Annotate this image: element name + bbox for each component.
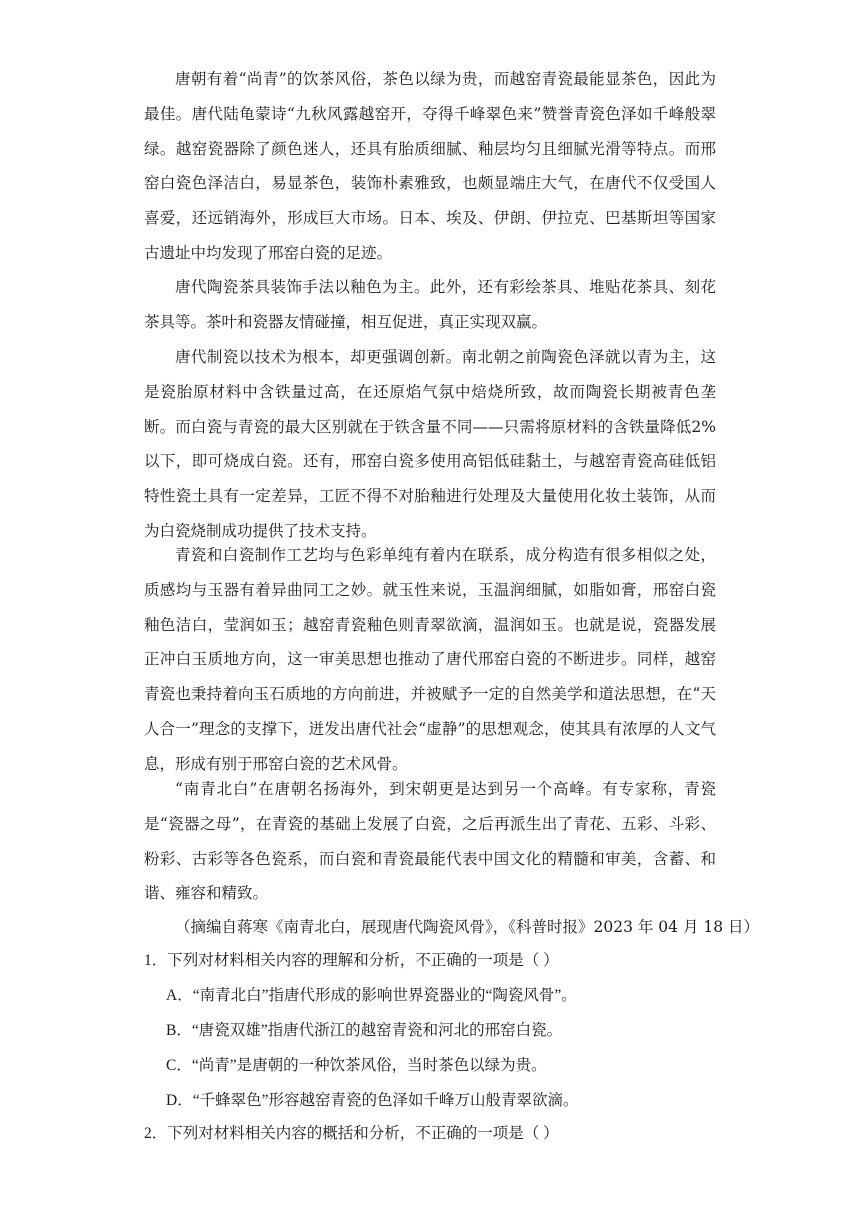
passage-source: （摘编自蒋寒《南青北白，展现唐代陶瓷风骨》，《科普时报》2023 年 04 月 18 日） [175, 918, 760, 936]
question-option-d[interactable]: D．“千蜂翠色”形容越窑青瓷的色泽如千峰万山般青翠欲滴。 [166, 1092, 579, 1109]
passage-paragraph: 唐代制瓷以技术为根本，却更强调创新。南北朝之前陶瓷色泽就以青为主，这是瓷胎原材料中含铁量过高，在还原焰气氛中焙烧所致，故而陶瓷长期被青色垄断。而白瓷与青瓷的最大区别就在于铁含量不同——只需将原材料的含铁量降低2%以下，即可烧成白瓷。还有，邢窑白瓷多使用高铝低硅黏土，与越窑青瓷高硅低铝特性瓷土具有一定差异，工匠不得不对胎釉进行处理及大量使用化妆土装饰，从而为白瓷烧制成功提供了技术支持。 [144, 348, 716, 540]
passage-paragraph: 唐朝有着“尚青”的饮茶风俗，茶色以绿为贵，而越窑青瓷最能显茶色，因此为最佳。唐代陆龟蒙诗“九秋风露越窑开，夺得千峰翠色来”赞誉青瓷色泽如千峰般翠绿。越窑瓷器除了颜色迷人，还具有胎质细腻、釉层均匀且细腻光滑等特点。而邢窑白瓷色泽洁白，易显茶色，装饰朴素雅致，也颇显端庄大气，在唐代不仅受国人喜爱，还远销海外，形成巨大市场。日本、埃及、伊朗、伊拉克、巴基斯坦等国家古遗址中均发现了邢窑白瓷的足迹。 [144, 70, 716, 262]
question-option-b[interactable]: B．“唐瓷双雄”指唐代浙江的越窑青瓷和河北的邢窑白瓷。 [166, 1022, 563, 1039]
passage-paragraph: 青瓷和白瓷制作工艺均与色彩单纯有着内在联系，成分构造有很多相似之处，质感均与玉器有着异曲同工之妙。就玉性来说，玉温润细腻，如脂如膏，邢窑白瓷釉色洁白，莹润如玉；越窑青瓷釉色则青翠欲滴，温润如玉。也就是说，瓷器发展正冲白玉质地方向，这一审美思想也推动了唐代邢窑白瓷的不断进步。同样，越窑青瓷也秉持着向玉石质地的方向前进，并被赋予一定的自然美学和道法思想，在“天人合一”理念的支撑下，迸发出唐代社会“虚静”的思想观念，使其具有浓厚的人文气息，形成有别于邢窑白瓷的艺术风骨。 [144, 546, 716, 773]
question-stem: 1．下列对材料相关内容的理解和分析，不正确的一项是（ ） [144, 952, 559, 969]
question-stem: 2．下列对材料相关内容的概括和分析，不正确的一项是（ ） [144, 1125, 559, 1142]
question-option-c[interactable]: C．“尚青”是唐朝的一种饮茶风俗，当时茶色以绿为贵。 [166, 1057, 547, 1074]
passage-paragraph: “南青北白”在唐朝名扬海外，到宋朝更是达到另一个高峰。有专家称，青瓷是“瓷器之母”，在青瓷的基础上发展了白瓷，之后再派生出了青花、五彩、斗彩、粉彩、古彩等各色瓷系，而白瓷和青瓷最能代表中国文化的精髓和审美，含蓄、和谐、雍容和精致。 [144, 780, 716, 903]
passage-paragraph: 唐代陶瓷茶具装饰手法以釉色为主。此外，还有彩绘茶具、堆贴花茶具、刻花茶具等。茶叶和瓷器友情碰撞，相互促进，真正实现双赢。 [144, 278, 716, 331]
question-option-a[interactable]: A．“南青北白”指唐代形成的影响世界瓷器业的“陶瓷风骨”。 [166, 987, 577, 1004]
